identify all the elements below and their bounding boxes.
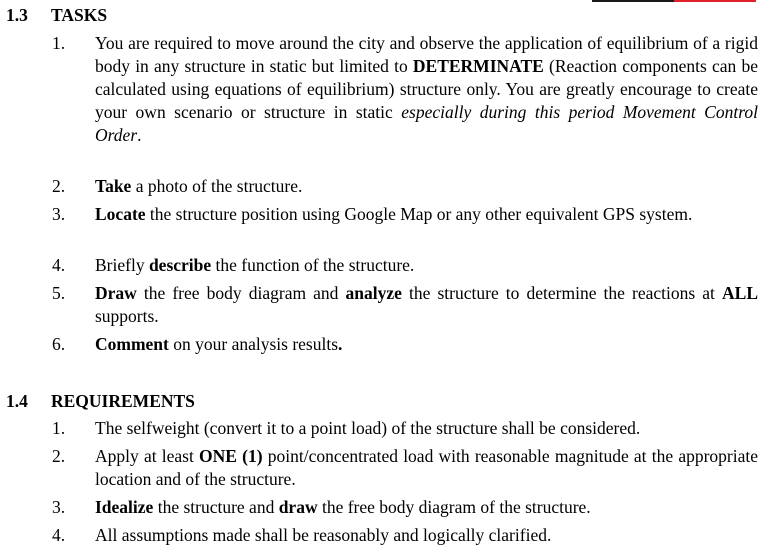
list-item-text: Apply at least ONE (1) point/concentrated load with reasonable magnitude at the appropriate location and of the structure. xyxy=(95,446,758,489)
section-number: 1.3 xyxy=(6,5,28,25)
section-title: REQUIREMENTS xyxy=(51,391,195,411)
list-index: 1. xyxy=(52,33,66,53)
list-item-text: Draw the free body diagram and analyze the structure to determine the reactions at ALL supports. xyxy=(95,283,758,326)
requirement-item-1 xyxy=(52,417,758,440)
list-item-text: The selfweight (convert it to a point load) of the structure shall be considered. xyxy=(95,418,641,438)
list-index: 1. xyxy=(52,418,66,438)
list-item-text: Comment on your analysis results. xyxy=(95,334,343,354)
requirement-item-2 xyxy=(52,445,758,491)
task-item-4 xyxy=(52,254,758,277)
section-number: 1.4 xyxy=(6,391,28,411)
task-item-2 xyxy=(52,175,758,198)
section-title: TASKS xyxy=(51,5,108,25)
list-item-text: You are required to move around the city and observe the application of equilibrium of a rigid body in any structure in static but limited to DETERMINATE (Reaction components can be calculated using equations of equilibrium) structure only. You are greatly encourage to create your own scenario or structure in static especially during this period Movement Control Order. xyxy=(95,33,758,145)
requirement-item-3 xyxy=(52,496,758,519)
list-index: 4. xyxy=(52,525,66,545)
accent-segment-dark xyxy=(592,0,674,2)
accent-segment-red xyxy=(674,0,756,2)
list-item-text: Take a photo of the structure. xyxy=(95,176,303,196)
list-index: 4. xyxy=(52,255,66,275)
list-item-text: Locate the structure position using Google Map or any other equivalent GPS system. xyxy=(95,204,693,224)
requirement-item-4 xyxy=(52,524,758,547)
task-item-6 xyxy=(52,333,758,356)
list-index: 5. xyxy=(52,283,66,303)
task-item-3 xyxy=(52,203,758,226)
task-item-1 xyxy=(52,32,758,147)
list-index: 3. xyxy=(52,497,66,517)
list-index: 3. xyxy=(52,204,66,224)
task-item-5 xyxy=(52,282,758,328)
list-item-text: Idealize the structure and draw the free body diagram of the structure. xyxy=(95,497,591,517)
list-index: 2. xyxy=(52,176,66,196)
list-item-text: Briefly describe the function of the structure. xyxy=(95,255,415,275)
list-item-text: All assumptions made shall be reasonably and logically clarified. xyxy=(95,525,552,545)
section-heading-requirements xyxy=(6,390,195,413)
list-index: 2. xyxy=(52,446,66,466)
top-accent-bar xyxy=(592,0,756,2)
section-heading-tasks xyxy=(6,4,107,27)
list-index: 6. xyxy=(52,334,66,354)
